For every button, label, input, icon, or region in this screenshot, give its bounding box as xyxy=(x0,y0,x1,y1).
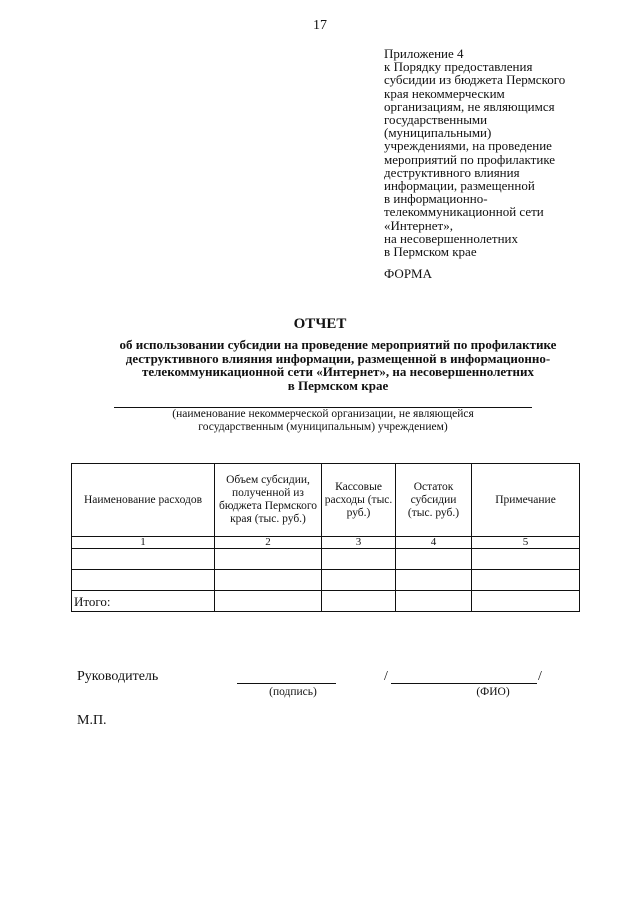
appendix-line: организациям, не являющимся xyxy=(384,98,555,114)
column-number: 3 xyxy=(322,537,396,549)
signature-line[interactable] xyxy=(237,683,336,684)
org-caption-line: (наименование некоммерческой организации, не являющейся xyxy=(172,408,474,420)
appendix-line: субсидии из бюджета Пермского xyxy=(384,72,566,88)
appendix-line: (муниципальными) xyxy=(384,125,492,141)
appendix-line: деструктивного влияния xyxy=(384,164,520,180)
appendix-line: в информационно- xyxy=(384,191,488,207)
table-cell[interactable] xyxy=(322,570,396,591)
subtitle-line: об использовании субсидии на проведение мероприятий по профилактике xyxy=(119,337,557,352)
page-number: 17 xyxy=(313,18,327,33)
total-cell[interactable] xyxy=(472,591,580,612)
header-expense-name: Наименование расходов xyxy=(72,464,215,537)
form-label: ФОРМА xyxy=(384,266,432,281)
total-cell[interactable] xyxy=(322,591,396,612)
table-cell[interactable] xyxy=(72,570,215,591)
subtitle-line: деструктивного влияния информации, размещенной в информационно- xyxy=(125,350,551,366)
appendix-line: Приложение 4 xyxy=(384,46,464,61)
appendix-line: в Пермском крае xyxy=(384,244,477,260)
table-cell[interactable] xyxy=(472,549,580,570)
header-cash-expenses: Кассовые расходы (тыс. руб.) xyxy=(322,464,396,537)
column-number: 1 xyxy=(72,537,215,549)
header-note: Примечание xyxy=(472,464,580,537)
report-subtitle xyxy=(60,338,616,392)
total-label: Итого: xyxy=(72,591,215,612)
total-cell[interactable] xyxy=(396,591,472,612)
table-cell[interactable] xyxy=(72,549,215,570)
fio-slash-right: / xyxy=(538,669,542,684)
stamp-label: М.П. xyxy=(77,713,107,728)
head-label: Руководитель xyxy=(77,669,159,684)
subtitle-line: телекоммуникационной сети «Интернет», на несовершеннолетних xyxy=(141,364,535,379)
report-table xyxy=(71,463,580,612)
table-cell[interactable] xyxy=(472,570,580,591)
report-title: ОТЧЕТ xyxy=(293,316,347,332)
table-cell[interactable] xyxy=(322,549,396,570)
appendix-block xyxy=(384,47,624,258)
appendix-line: информации, размещенной xyxy=(384,178,535,194)
fio-caption: (ФИО) xyxy=(476,686,510,698)
table-header-row xyxy=(72,464,580,537)
appendix-line: государственными xyxy=(384,112,488,128)
table-cell[interactable] xyxy=(396,549,472,570)
column-number: 2 xyxy=(215,537,322,549)
column-number: 5 xyxy=(472,537,580,549)
header-subsidy-amount: Объем субсидии, полученной из бюджета Пермского края (тыс. руб.) xyxy=(215,464,322,537)
signature-caption: (подпись) xyxy=(269,686,317,698)
column-number-row xyxy=(72,537,580,549)
appendix-line: мероприятий по профилактике xyxy=(384,151,556,167)
fio-line[interactable] xyxy=(391,683,537,684)
appendix-line: к Порядку предоставления xyxy=(384,59,533,75)
fio-slash-left: / xyxy=(384,669,388,684)
table-cell[interactable] xyxy=(215,570,322,591)
table-cell[interactable] xyxy=(215,549,322,570)
appendix-line: на несовершеннолетних xyxy=(384,230,519,246)
header-subsidy-balance: Остаток субсидии (тыс. руб.) xyxy=(396,464,472,537)
column-number: 4 xyxy=(396,537,472,549)
appendix-line: учреждениями, на проведение xyxy=(384,138,552,154)
table-row xyxy=(72,570,580,591)
total-row xyxy=(72,591,580,612)
org-name-caption xyxy=(110,408,536,434)
appendix-line: телекоммуникационной сети xyxy=(384,204,544,220)
appendix-line: «Интернет», xyxy=(384,217,453,233)
appendix-line: края некоммерческим xyxy=(384,85,505,101)
org-caption-line: государственным (муниципальным) учреждением) xyxy=(198,421,448,433)
total-cell[interactable] xyxy=(215,591,322,612)
table-cell[interactable] xyxy=(396,570,472,591)
subtitle-line: в Пермском крае xyxy=(287,377,389,393)
table-row xyxy=(72,549,580,570)
